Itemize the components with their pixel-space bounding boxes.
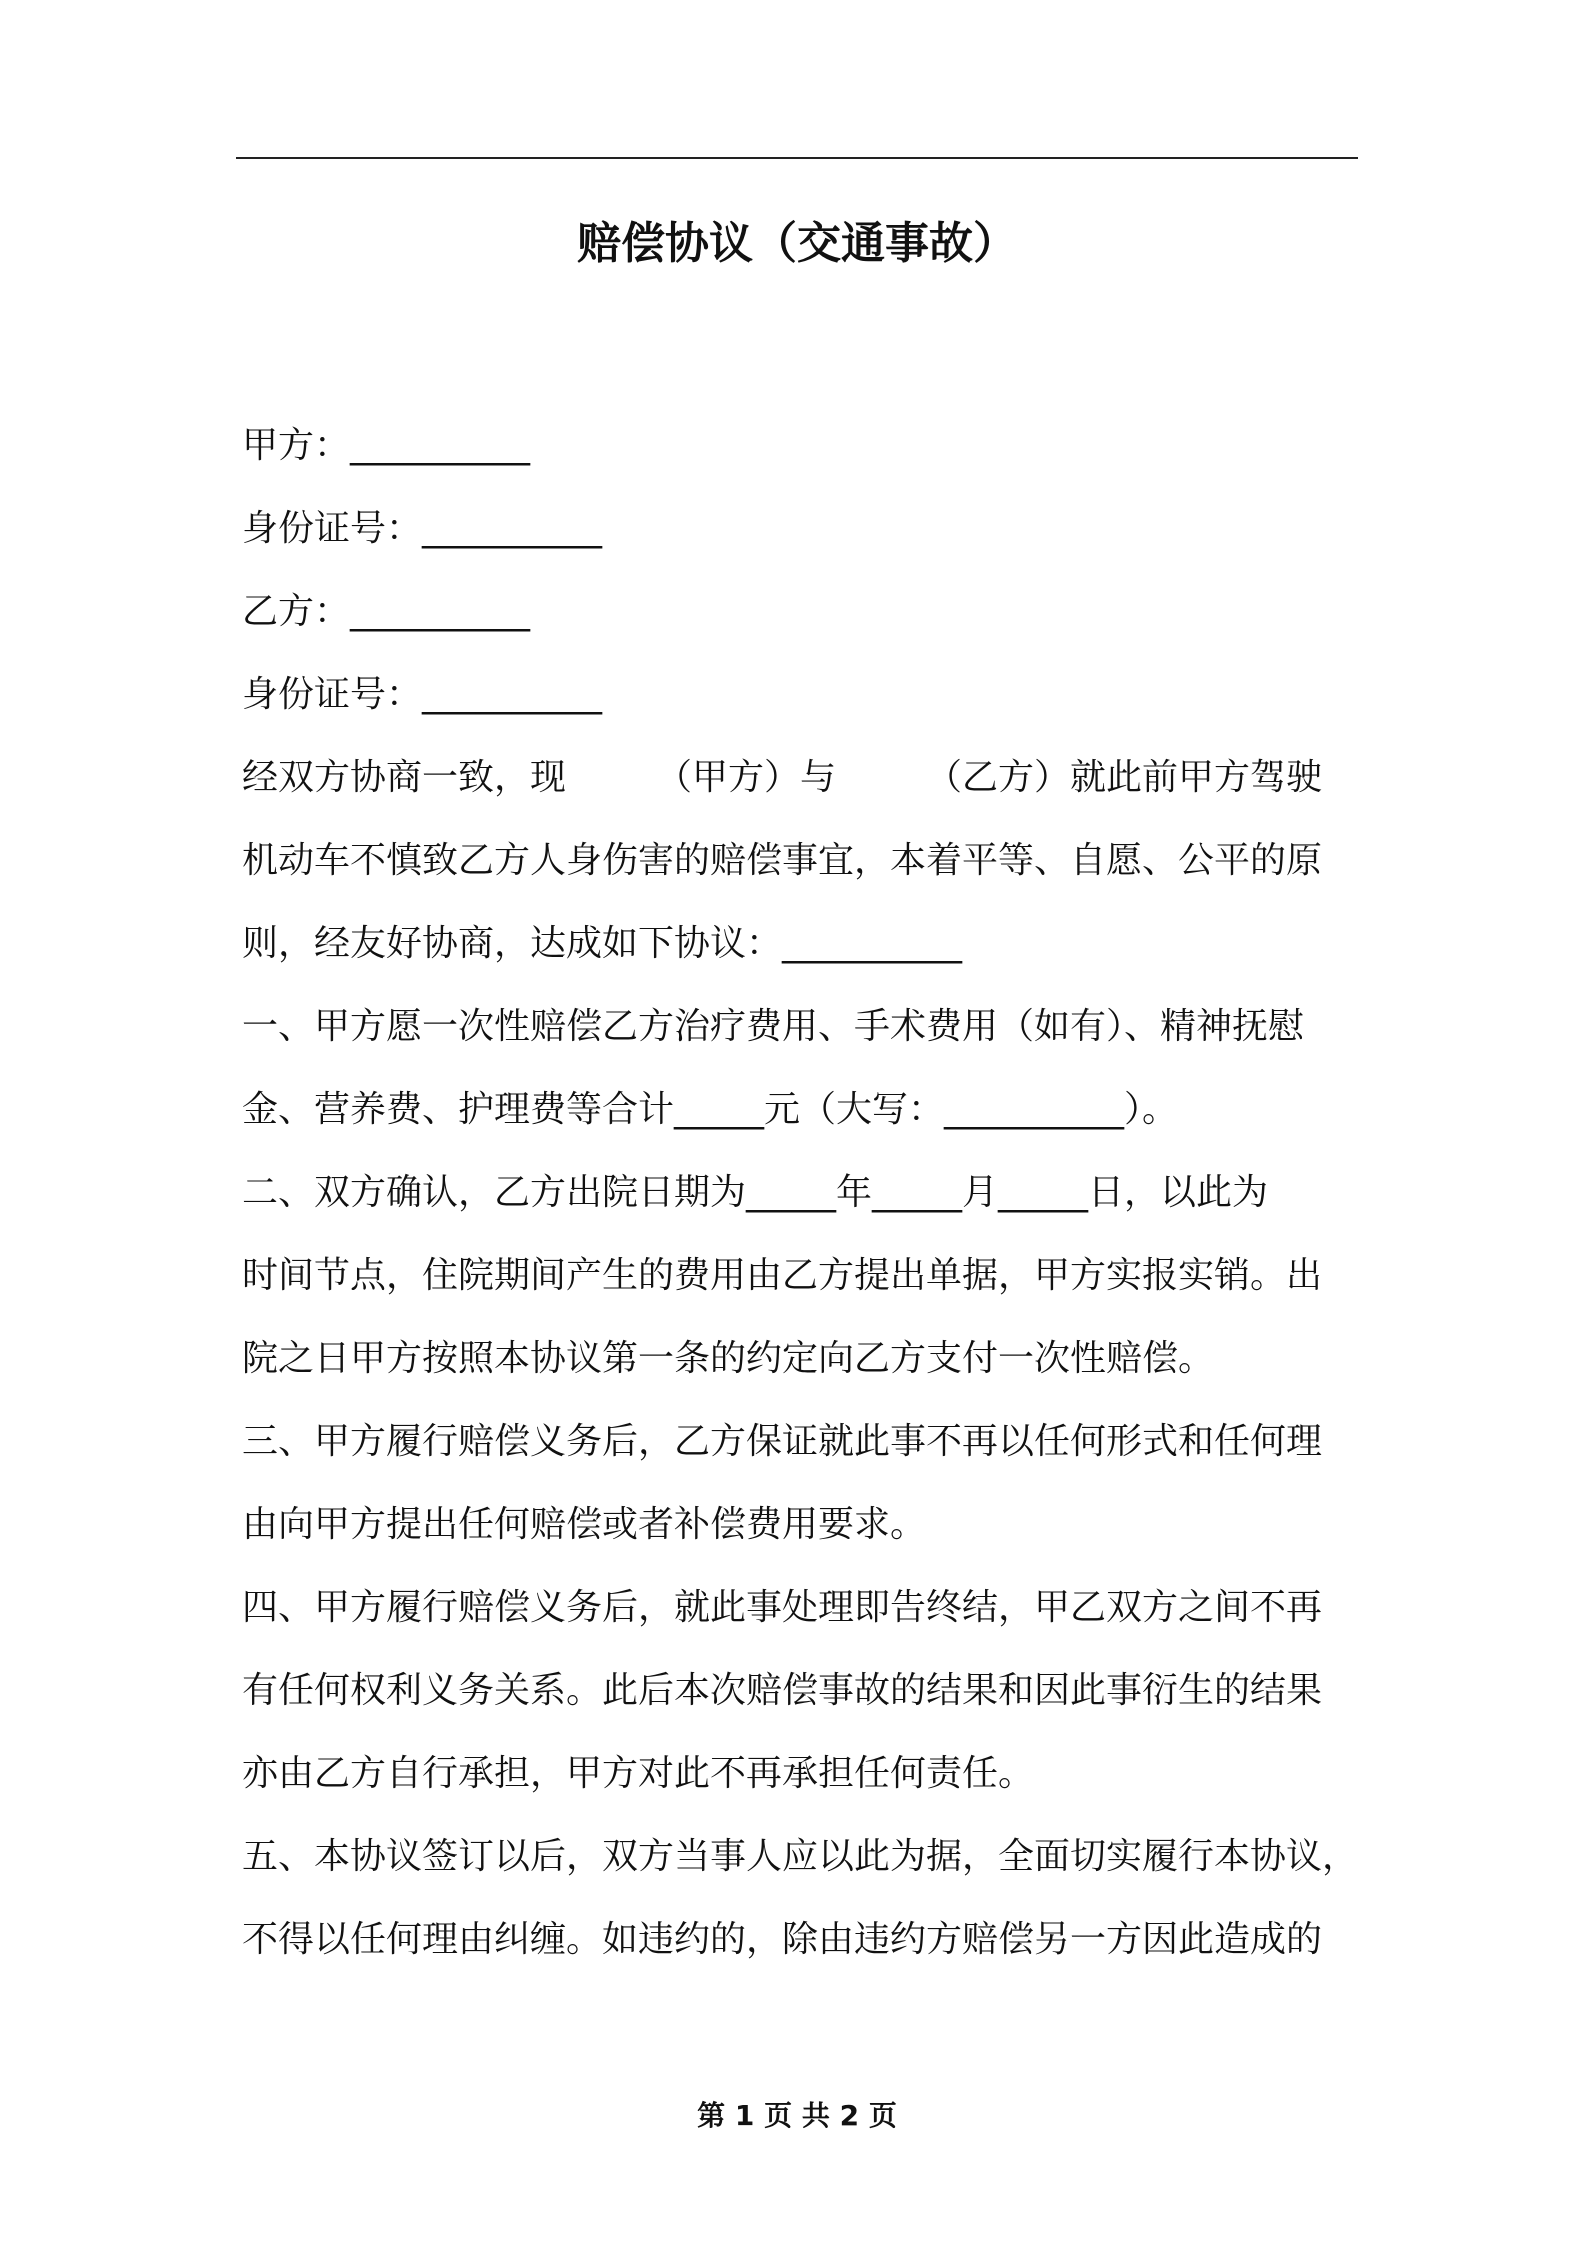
preamble-line-3: 则，经友好协商，达成如下协议：__________ xyxy=(242,923,963,964)
document-body xyxy=(242,404,1358,1981)
clause-1-line-1: 一、甲方愿一次性赔偿乙方治疗费用、手术费用（如有）、精神抚慰 xyxy=(242,1006,1305,1047)
clause-4-line-2: 有任何权利义务关系。此后本次赔偿事故的结果和因此事衍生的结果 xyxy=(242,1670,1323,1711)
clause-2-line-2: 时间节点，住院期间产生的费用由乙方提出单据，甲方实报实销。出 xyxy=(242,1255,1323,1296)
header-rule xyxy=(236,157,1358,159)
page-number-footer: 第 1 页 共 2 页 xyxy=(697,2099,897,2132)
clause-3-line-2: 由向甲方提出任何赔偿或者补偿费用要求。 xyxy=(242,1504,927,1545)
clause-3-line-1: 三、甲方履行赔偿义务后，乙方保证就此事不再以任何形式和任何理 xyxy=(242,1421,1323,1462)
clause-2-line-1: 二、双方确认，乙方出院日期为_____年_____月_____日，以此为 xyxy=(242,1172,1269,1213)
clause-2-line-3: 院之日甲方按照本协议第一条的约定向乙方支付一次性赔偿。 xyxy=(242,1338,1215,1379)
preamble-line-1: 经双方协商一致，现 （甲方）与 （乙方）就此前甲方驾驶 xyxy=(242,757,1323,798)
party-a-line: 甲方：__________ xyxy=(242,425,531,466)
clause-4-line-3: 亦由乙方自行承担，甲方对此不再承担任何责任。 xyxy=(242,1753,1035,1794)
clause-1-line-2: 金、营养费、护理费等合计_____元（大写：__________）。 xyxy=(242,1089,1179,1130)
document-title: 赔偿协议（交通事故） xyxy=(577,218,1017,269)
party-a-id-line: 身份证号：__________ xyxy=(242,508,603,549)
party-b-line: 乙方：__________ xyxy=(242,591,531,632)
clause-5-line-1: 五、本协议签订以后，双方当事人应以此为据，全面切实履行本协议， xyxy=(242,1836,1358,1877)
party-b-id-line: 身份证号：__________ xyxy=(242,674,603,715)
clause-5-line-2: 不得以任何理由纠缠。如违约的，除由违约方赔偿另一方因此造成的 xyxy=(242,1919,1323,1960)
preamble-line-2: 机动车不慎致乙方人身伤害的赔偿事宜，本着平等、自愿、公平的原 xyxy=(242,840,1323,881)
clause-4-line-1: 四、甲方履行赔偿义务后，就此事处理即告终结，甲乙双方之间不再 xyxy=(242,1587,1323,1628)
